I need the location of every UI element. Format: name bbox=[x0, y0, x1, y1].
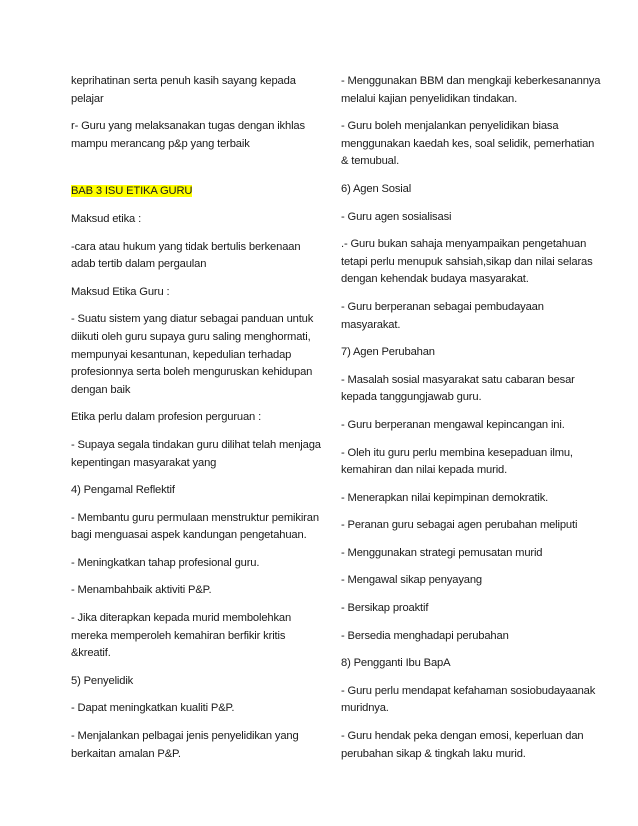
section-heading: 5) Penyelidik bbox=[71, 674, 134, 687]
paragraph: - Oleh itu guru perlu membina kesepaduan ilmu, kemahiran dan nilai kepada murid. bbox=[341, 446, 573, 477]
paragraph: r- Guru yang melaksanakan tugas dengan ikhlas mampu merancang p&p yang terbaik bbox=[71, 120, 305, 150]
paragraph: - Guru berperanan mengawal kepincangan ini. bbox=[341, 418, 565, 431]
paragraph: - Membantu guru permulaan menstruktur pemikiran bagi menguasai aspek kandungan pengetahuan. bbox=[71, 511, 319, 542]
paragraph: -cara atau hukum yang tidak bertulis berkenaan adab tertib dalam pergaulan bbox=[71, 240, 301, 271]
paragraph: - Guru boleh menjalankan penyelidikan biasa menggunakan kaedah kes, soal selidik, pemerhatian & temubual. bbox=[341, 120, 595, 168]
paragraph: - Menjalankan pelbagai jenis penyelidikan yang berkaitan amalan P&P. bbox=[71, 730, 299, 760]
paragraph: Maksud etika : bbox=[71, 212, 142, 225]
paragraph: - Supaya segala tindakan guru dilihat telah menjaga kepentingan masyarakat yang bbox=[71, 438, 321, 469]
paragraph: - Guru agen sosialisasi bbox=[341, 210, 452, 223]
paragraph: - Mengawal sikap penyayang bbox=[341, 574, 483, 587]
paragraph: - Menambahbaik aktiviti P&P. bbox=[71, 584, 212, 597]
paragraph: - Guru perlu mendapat kefahaman sosiobudayaanak muridnya. bbox=[341, 684, 596, 715]
section-heading: 7) Agen Perubahan bbox=[341, 346, 435, 359]
chapter-heading bbox=[71, 183, 321, 201]
section-heading: 4) Pengamal Reflektif bbox=[71, 484, 175, 497]
highlighted-heading-text: BAB 3 ISU ETIKA GURU bbox=[71, 185, 193, 198]
paragraph: - Bersikap proaktif bbox=[341, 602, 429, 615]
paragraph: - Dapat meningkatkan kualiti P&P. bbox=[71, 702, 235, 715]
paragraph: - Guru hendak peka dengan emosi, keperluan dan perubahan sikap & tingkah laku murid. bbox=[341, 730, 584, 760]
paragraph: - Peranan guru sebagai agen perubahan meliputi bbox=[341, 519, 578, 532]
paragraph: Maksud Etika Guru : bbox=[71, 285, 170, 298]
paragraph: - Meningkatkan tahap profesional guru. bbox=[71, 556, 260, 569]
right-column bbox=[341, 73, 603, 773]
paragraph: - Menggunakan BBM dan mengkaji keberkesanannya melalui kajian penyelidikan tindakan. bbox=[341, 75, 601, 105]
paragraph: - Jika diterapkan kepada murid membolehkan mereka memperoleh kemahiran berfikir kritis &kreatif. bbox=[71, 612, 292, 660]
section-heading: 8) Pengganti Ibu BapA bbox=[341, 657, 451, 670]
paragraph: - Guru berperanan sebagai pembudayaan masyarakat. bbox=[341, 300, 544, 331]
paragraph: - Menerapkan nilai kepimpinan demokratik. bbox=[341, 491, 549, 504]
paragraph: - Menggunakan strategi pemusatan murid bbox=[341, 546, 543, 559]
left-column bbox=[71, 73, 321, 773]
paragraph: .- Guru bukan sahaja menyampaikan pengetahuan tetapi perlu menupuk sahsiah,sikap dan nilai selaras dengan kehendak budaya masyarakat. bbox=[341, 238, 593, 286]
paragraph: - Masalah sosial masyarakat satu cabaran besar kepada tanggungjawab guru. bbox=[341, 373, 575, 404]
paragraph: Etika perlu dalam profesion perguruan : bbox=[71, 411, 262, 424]
paragraph: keprihatinan serta penuh kasih sayang kepada pelajar bbox=[71, 75, 296, 105]
paragraph: - Suatu sistem yang diatur sebagai panduan untuk diikuti oleh guru supaya guru saling menghormati, mempunyai kesantunan, kepedulian terhadap profesionnya serta boleh menguruskan kehidupan dengan baik bbox=[71, 313, 314, 396]
paragraph: - Bersedia menghadapi perubahan bbox=[341, 629, 509, 642]
section-heading: 6) Agen Sosial bbox=[341, 182, 412, 195]
